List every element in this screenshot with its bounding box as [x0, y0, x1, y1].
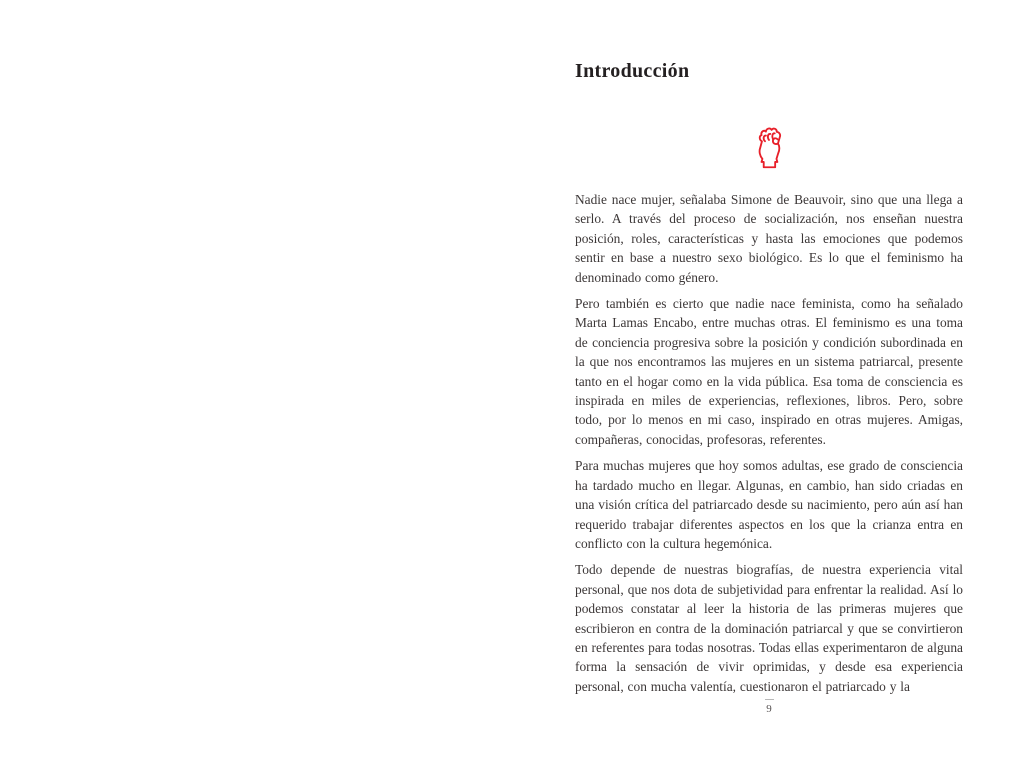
body-text — [575, 190, 963, 696]
chapter-title: Introducción — [575, 60, 690, 82]
paragraph: Para muchas mujeres que hoy somos adultas, ese grado de consciencia ha tardado mucho en llegar. Algunas, en cambio, han sido criadas en una visión crítica del patriarcado desde su nacimiento, pero aún así han requerido trabajar diferentes aspectos en los que la crianza entra en conflicto con la cultura hegemónica. — [575, 458, 963, 551]
page-footer — [575, 699, 963, 715]
paragraph: Todo depende de nuestras biografías, de nuestra experiencia vital personal, que nos dota de subjetividad para enfrentar la realidad. Así lo podemos constatar al leer la historia de las primeras mujeres que escribieron en contra de la dominación patriarcal y que se convirtieron en referentes para todas nosotras. Todas ellas experimentaron de alguna forma la sensación de vivir oprimidas, y desde esa experiencia personal, con mucha valentía, cuestionaron el patriarcado y la — [575, 562, 963, 694]
raised-fist-icon — [575, 125, 963, 169]
footer-ornament-dash — [765, 699, 774, 700]
page-number: 9 — [766, 703, 772, 715]
raised-fist-icon-svg — [751, 125, 787, 169]
paragraph: Pero también es cierto que nadie nace feminista, como ha señalado Marta Lamas Encabo, entre muchas otras. El feminismo es una toma de conciencia progresiva sobre la posición y condición subordinada en la que nos encontramos las mujeres en un sistema patriarcal, presente tanto en el hogar como en la vida pública. Esa toma de consciencia es inspirada en miles de experiencias, reflexiones, libros. Pero, sobre todo, por lo menos en mi caso, inspirado en otras mujeres. Amigas, compañeras, conocidas, profesoras, referentes. — [575, 296, 963, 447]
page-content — [575, 58, 963, 703]
paragraph: Nadie nace mujer, señalaba Simone de Beauvoir, sino que una llega a serlo. A través del proceso de socialización, nos enseñan nuestra posición, roles, características y hasta las emociones que podemos sentir en base a nuestro sexo biológico. Es lo que el feminismo ha denominado como género. — [575, 192, 963, 285]
